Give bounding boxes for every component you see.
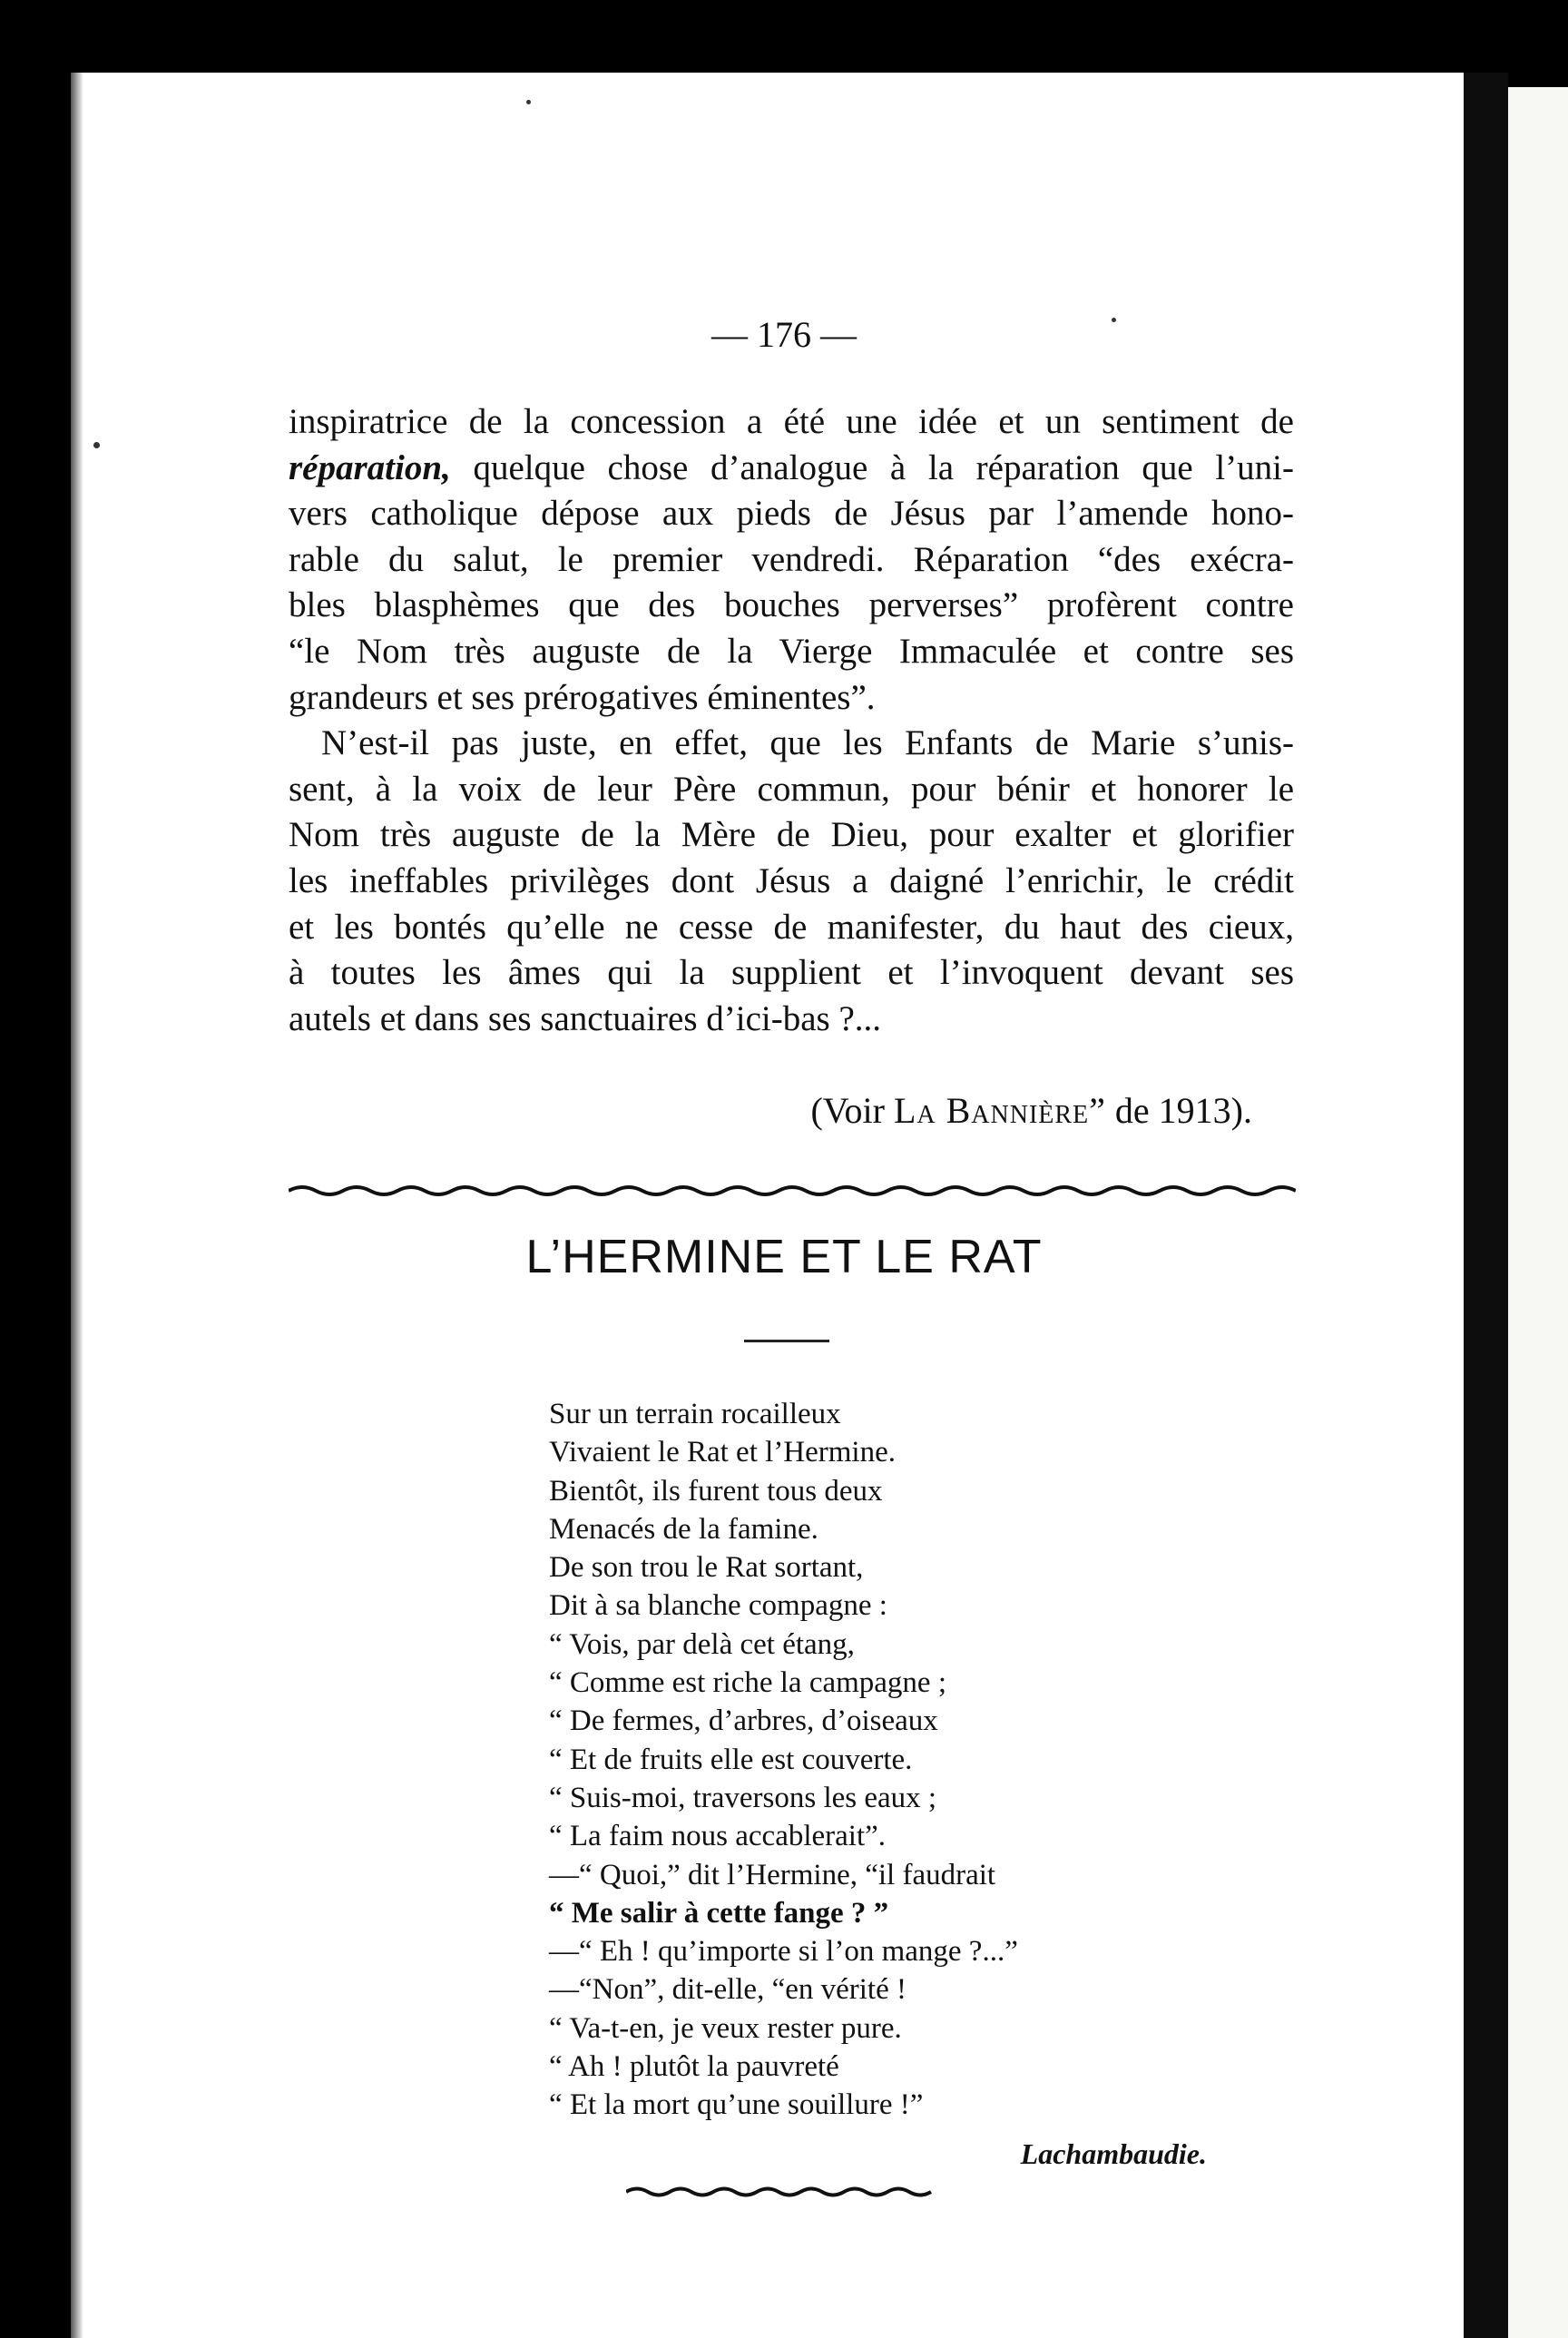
- publication-name: La Bannière”: [893, 1090, 1106, 1131]
- poem-line: —“Non”, dit-elle, “en vérité !: [549, 1973, 906, 2007]
- poem-line: —“ Quoi,” dit l’Hermine, “il faudrait: [549, 1858, 996, 1891]
- poem-line: “ Va-t-en, je veux rester pure.: [549, 2011, 902, 2045]
- reference-prefix: (Voir: [810, 1090, 894, 1131]
- text-line: autels et dans ses sanctuaires d’ici-bas ?...: [289, 998, 882, 1038]
- poem-line: —“ Eh ! qu’importe si l’on mange ?...”: [549, 1935, 1018, 1969]
- title-underline: [744, 1340, 829, 1342]
- print-speck: [1112, 318, 1116, 322]
- poem-line: “ La faim nous accablerait”.: [549, 1820, 887, 1853]
- reference-suffix: de 1913).: [1105, 1090, 1252, 1131]
- text-line: à toutes les âmes qui la supplient et l’invoquent devant ses: [289, 953, 1294, 993]
- emphasis-word: réparation,: [289, 447, 451, 487]
- page-number: — 176 —: [711, 314, 857, 355]
- text-line: inspiratrice de la concession a été une idée et un sentiment de: [289, 402, 1294, 441]
- text-line: “le Nom très auguste de la Vierge Immaculée et contre ses: [289, 631, 1294, 671]
- poem-line: Sur un terrain rocailleux: [549, 1398, 841, 1430]
- paragraph-1: [289, 399, 1294, 721]
- text-line: rable du salut, le premier vendredi. Réparation “des exécra-: [289, 539, 1294, 579]
- wavy-divider: [289, 1180, 1296, 1202]
- poem-title: L’HERMINE ET LE RAT: [525, 1231, 1043, 1283]
- poem-line: “ Et la mort qu’une souillure !”: [549, 2088, 924, 2122]
- poem: [549, 1395, 1018, 2125]
- print-speck: [526, 100, 531, 104]
- poem-line: “ Vois, par delà cet étang,: [549, 1627, 855, 1661]
- source-reference: [690, 1089, 1252, 1132]
- body-text: [289, 399, 1294, 1042]
- text-line: Nom très auguste de la Mère de Dieu, pour exalter et glorifier: [289, 815, 1294, 855]
- facing-page-edge: [1508, 87, 1568, 2338]
- poem-line: Vivaient le Rat et l’Hermine.: [549, 1436, 896, 1469]
- text-line: grandeurs et ses prérogatives éminentes”.: [289, 677, 876, 717]
- paragraph-2: [289, 721, 1294, 1042]
- end-ornament-divider: [626, 2183, 935, 2201]
- text-line: et les bontés qu’elle ne cesse de manifester, du haut des cieux,: [289, 907, 1294, 947]
- text-line-rest: quelque chose d’analogue à la réparation que l’uni-: [473, 447, 1294, 487]
- poem-line: “ De fermes, d’arbres, d’oiseaux: [549, 1704, 938, 1738]
- poem-line: Bientôt, ils furent tous deux: [549, 1474, 883, 1508]
- poem-line: “ Comme est riche la campagne ;: [549, 1666, 946, 1700]
- text-line: sent, à la voix de leur Père commun, pour bénir et honorer le: [289, 769, 1294, 809]
- poem-line: “ Et de fruits elle est couverte.: [549, 1743, 913, 1776]
- text-line: [289, 446, 1294, 492]
- print-speck: [93, 442, 100, 448]
- poem-line: “ Ah ! plutôt la pauvreté: [549, 2050, 839, 2084]
- poem-line: De son trou le Rat sortant,: [549, 1551, 864, 1585]
- poem-line: Dit à sa blanche compagne :: [549, 1589, 887, 1623]
- page-edge-shadow: [71, 73, 83, 2338]
- text-line: N’est-il pas juste, en effet, que les Enfants de Marie s’unis-: [321, 723, 1294, 763]
- poem-line: “ Suis-moi, traversons les eaux ;: [549, 1781, 937, 1814]
- poem-line: Menacés de la famine.: [549, 1512, 818, 1546]
- poem-author: Lachambaudie.: [1020, 2137, 1207, 2170]
- book-gutter: [1464, 73, 1508, 2338]
- text-line: vers catholique dépose aux pieds de Jésus par l’amende hono-: [289, 494, 1294, 534]
- text-line: bles blasphèmes que des bouches perverses” profèrent contre: [289, 585, 1294, 625]
- poem-line: “ Me salir à cette fange ? ”: [549, 1896, 889, 1930]
- text-line: les ineffables privilèges dont Jésus a daigné l’enrichir, le crédit: [289, 860, 1294, 900]
